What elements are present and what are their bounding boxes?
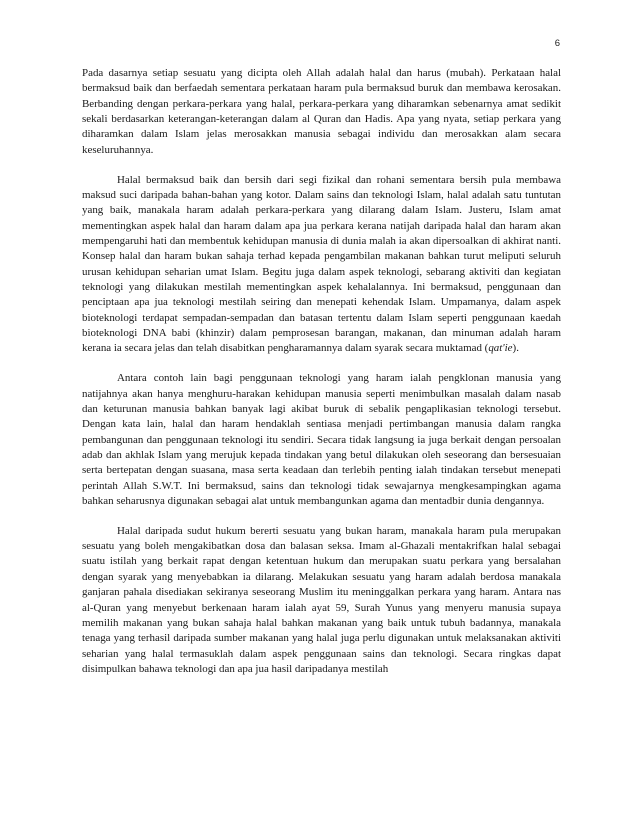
paragraph-3: Antara contoh lain bagi penggunaan teknologi yang haram ialah pengklonan manusia yang natijahnya akan hanya menghuru-harakan kehidupan manusia seperti menimbulkan masalah dalam nasab dan keturunan manusia bahkan banyak lagi akibat buruk di sebalik pengaplikasian teknologi tersebut. Dengan kata lain, halal dan haram hendaklah sentiasa menjadi pertimbangan manusia dalam rangka pembangunan dan penggunaan teknologi itu sendiri. Secara tidak langsung ia juga berkait dengan persoalan adab dan akhlak Islam yang merujuk kepada tindakan yang betul dilakukan oleh seseorang dan bersesuaian serta bertepatan dengan suasana, masa serta keadaan dan terlebih penting ialah tindakan tersebut menepati perintah Allah S.W.T. Ini bermaksud, sains dan teknologi tidak sewajarnya mengkesampingkan agama bahkan seharusnya digunakan sebagai alat untuk membangunkan agama dan mentadbir dunia dengannya. bbox=[82, 372, 561, 507]
paragraph-1: Pada dasarnya setiap sesuatu yang dicipta oleh Allah adalah halal dan harus (mubah). Perkataan halal bermaksud baik dan berfaedah sementara perkataan haram pula bermaksud buruk dan membawa kerosakan. Berbanding dengan perkara-perkara yang halal, perkara-perkara yang diharamkan sebenarnya amat sedikit sekali berdasarkan keterangan-keterangan dalam al Quran dan Hadis. Apa yang nyata, setiap perkara yang diharamkan dalam Islam jelas merosakkan manusia sebagai individu dan merosakkan alam secara keseluruhannya. bbox=[82, 67, 561, 156]
paragraph-2-italic-term: qat'ie bbox=[488, 342, 513, 355]
paragraph-4: Halal daripada sudut hukum bererti sesuatu yang bukan haram, manakala haram pula merupakan sesuatu yang boleh mengakibatkan dosa dan balasan seksa. Imam al-Ghazali mentakrifkan halal sebagai suatu istilah yang berkait rapat dengan ketentuan hukum dan merupakan suatu perkara yang bersalahan dengan syarak yang menyebabkan ia dilarang. Melakukan sesuatu yang haram adalah berdosa manakala ganjaran pahala disediakan sekiranya seseorang Muslim itu meninggalkan perkara yang haram. Antara nas al-Quran yang menyebut berkenaan haram ialah ayat 59, Surah Yunus yang menyeru manusia supaya memilih makanan yang bukan sahaja halal bahkan makanan yang baik untuk tubuh badannya, manakala tenaga yang terhasil daripada sumber makanan yang halal juga perlu digunakan untuk melaksanakan aktiviti seharian yang halal termasuklah dalam aspek penggunaan sains dan teknologi. Secara ringkas dapat disimpulkan bahawa teknologi dan apa jua hasil daripadanya mestilah bbox=[82, 524, 561, 675]
paragraph-2 bbox=[82, 173, 561, 357]
page-number: 6 bbox=[554, 38, 560, 49]
body-text bbox=[82, 66, 561, 692]
paragraph-2-closing: ). bbox=[512, 342, 519, 355]
paragraph-2-text: Halal bermaksud baik dan bersih dari segi fizikal dan rohani sementara bersih pula membawa maksud suci daripada bahan-bahan yang kotor. Dalam sains dan teknologi Islam, halal adalah satu tuntutan yang baik, manakala haram adalah perkara-perkara yang dilarang dalam Islam. Justeru, Islam amat mementingkan aspek halal dan haram dalam apa jua perkara kerana natijah daripada halal dan haram akan mempengaruhi hati dan membentuk kehidupan manusia di dunia malah ia akan dipersoalkan di akhirat nanti. Konsep halal dan haram bukan sahaja terhad kepada pengambilan makanan bahkan turut meliputi seluruh urusan kehidupan seharian umat Islam. Begitu juga dalam aspek teknologi, sebarang aktiviti dan kegiatan teknologi yang dilakukan mestilah mementingkan aspek kehalalannya. Ini bermaksud, penggunaan dan penciptaan apa jua teknologi mestilah seiring dan menepati kehendak Islam. Umpamanya, dalam aspek bioteknologi terdapat sempadan-sempadan dan batasan tertentu dalam Islam seperti penggunaan kaedah bioteknologi DNA babi (khinzir) dalam pemprosesan barangan, makanan, dan minuman adalah haram kerana ia secara jelas dan telah disabitkan pengharamannya dalam syarak secara muktamad ( bbox=[82, 173, 561, 355]
